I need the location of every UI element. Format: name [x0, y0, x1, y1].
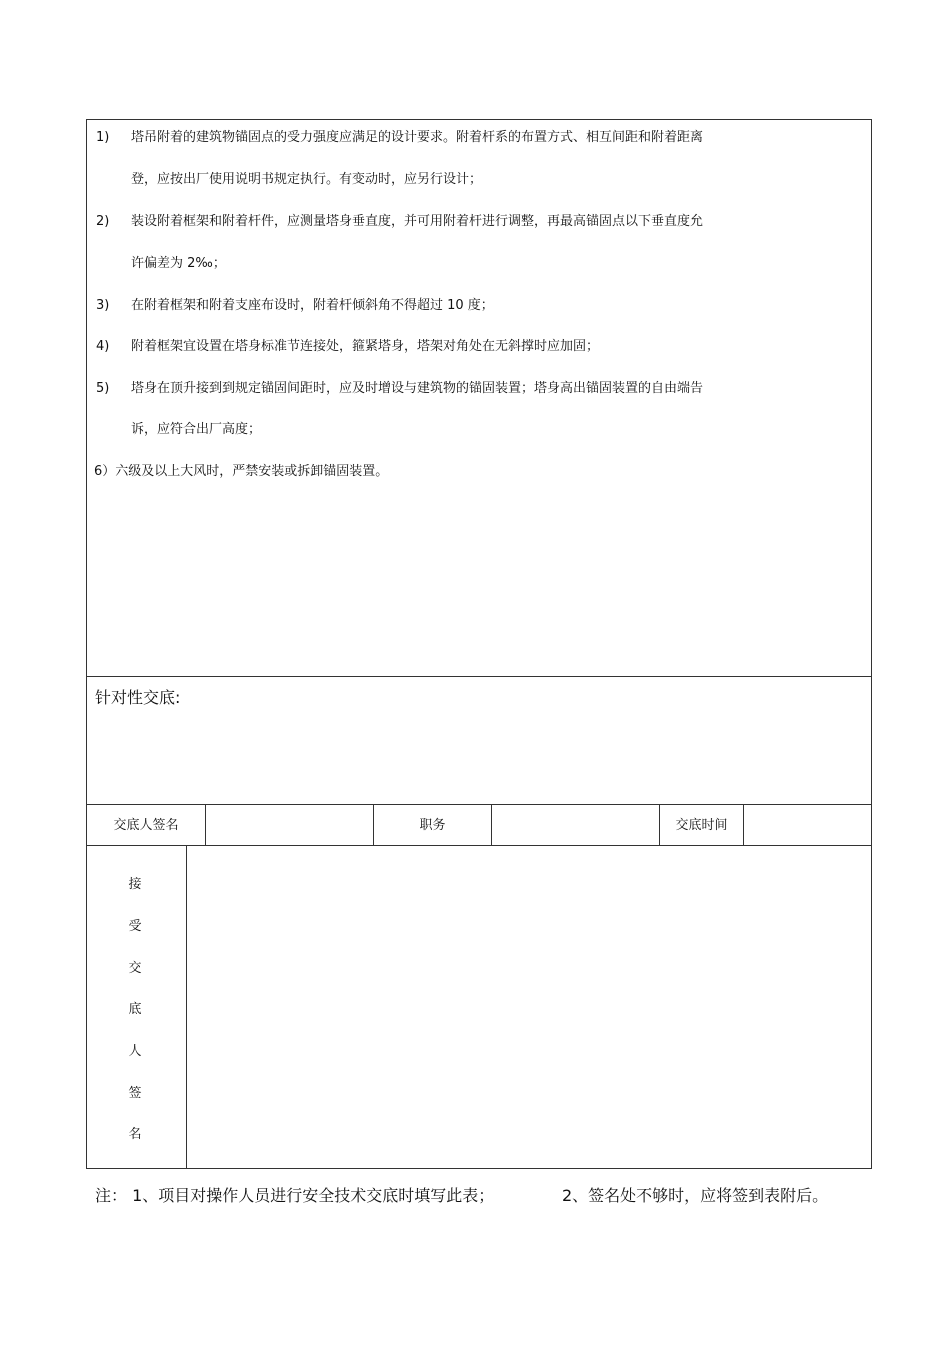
- item-5-line2: 诉，应符合出厂高度；: [131, 422, 262, 437]
- item-5-number: 5): [96, 381, 110, 396]
- position-label: 职务: [419, 818, 446, 833]
- item-2-line2: 许偏差为 2‰；: [131, 256, 226, 271]
- receiver-label-char-3: 交: [128, 961, 142, 976]
- item-5-line1: 塔身在顶升接到到规定锚固间距时，应及时增设与建筑物的锚固装置；塔身高出锚固装置的自由端告: [131, 381, 704, 396]
- receiver-label-char-1: 接: [128, 877, 142, 892]
- discloser-signature-label: 交底人签名: [113, 818, 179, 833]
- item-3-number: 3): [96, 298, 110, 313]
- disclosure-time-label: 交底时间: [675, 818, 728, 833]
- footnote-2: 2、签名处不够时，应将签到表附后。: [562, 1186, 829, 1205]
- item-1-line1: 塔吊附着的建筑物锚固点的受力强度应满足的设计要求。附着杆系的布置方式、相互间距和附着距离: [131, 130, 704, 145]
- receiver-label-char-7: 名: [128, 1127, 142, 1142]
- receiver-label-char-2: 受: [128, 919, 142, 934]
- discloser-signature-field[interactable]: [206, 805, 372, 845]
- position-field[interactable]: [492, 805, 658, 845]
- item-3-line1: 在附着框架和附着支座布设时，附着杆倾斜角不得超过 10 度；: [131, 298, 494, 313]
- receiver-signature-area[interactable]: [187, 846, 871, 1168]
- item-2-number: 2): [96, 214, 110, 229]
- item-6-line1: 6）六级及以上大风时，严禁安装或拆卸锚固装置。: [94, 464, 389, 479]
- footnote-1: 注： 1、项目对操作人员进行安全技术交底时填写此表；: [95, 1186, 495, 1205]
- item-4-number: 4): [96, 339, 110, 354]
- item-1-line2: 登，应按出厂使用说明书规定执行。有变动时，应另行设计；: [131, 172, 483, 187]
- divider-content-bottom: [86, 676, 872, 677]
- item-4-line1: 附着框架宜设置在塔身标准节连接处，箍紧塔身，塔架对角处在无斜撑时应加固；: [131, 339, 600, 354]
- targeted-disclosure-title: 针对性交底:: [95, 688, 181, 707]
- receiver-label-char-4: 底: [128, 1002, 142, 1017]
- item-2-line1: 装设附着框架和附着杆件，应测量塔身垂直度，并可用附着杆进行调整，再最高锚固点以下垂直度允: [131, 214, 704, 229]
- item-1-number: 1): [96, 130, 110, 145]
- receiver-label-char-5: 人: [128, 1044, 142, 1059]
- receiver-label-char-6: 签: [128, 1086, 142, 1101]
- disclosure-time-field[interactable]: [744, 805, 871, 845]
